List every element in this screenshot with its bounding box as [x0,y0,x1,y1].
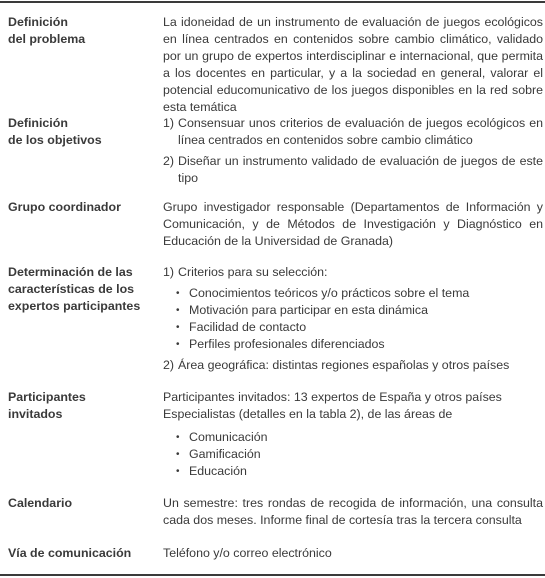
list-item: • Gamificación [176,446,543,463]
list-item: • Conocimientos teóricos y/o prácticos sobre el tema [176,285,543,302]
row-content: Teléfono y/o correo electrónico [163,546,332,560]
bullet-list [163,429,543,480]
row-content: Un semestre: tres rondas de recogida de información, una consulta cada dos meses. Informe final de cortesía tras la tercera consulta [163,496,543,527]
list-item: • Educación [176,463,543,480]
table-top-rule [0,1,545,3]
numbered-item: 2) Diseñar un instrumento validado de evaluación de juegos de este tipo [163,154,543,185]
row-label: Participantes invitados [8,390,86,421]
list-item: • Motivación para participar en esta dinámica [176,302,543,319]
numbered-item: 2) Área geográfica: distintas regiones españolas y otros países [163,358,510,372]
row-label: Grupo coordinador [8,200,121,214]
row-label: Definición de los objetivos [8,116,102,147]
row-content: La idoneidad de un instrumento de evaluación de juegos ecológicos en línea centrados en contenidos sobre cambio climático, validado por un grupo de expertos interdisciplinar e internacional, que permita a los docentes en particular, y a la sociedad en general, valorar el potencial educomunicativo de los juegos disponibles en la red sobre esta temática [163,15,543,114]
row-content: Participantes invitados: 13 expertos de España y otros países Especialistas (detalles en la tabla 2), de las áreas de • Comunicación • Gamificación • Educación [163,389,543,480]
list-item: • Comunicación [176,429,543,446]
row-content: Grupo investigador responsable (Departamentos de Información y Comunicación, y de Métodos de Investigación y Diagnóstico en Educación de la Universidad de Granada) [163,200,543,248]
row-label: Vía de comunicación [8,546,132,560]
list-item: • Perfiles profesionales diferenciados [176,336,543,353]
row-label: Calendario [8,496,73,510]
row-content [163,264,543,374]
row-content [163,115,543,187]
table-bottom-rule [0,574,545,576]
row-label: Definición del problema [8,15,86,46]
list-item: • Facilidad de contacto [176,319,543,336]
numbered-item: 1) Criterios para su selección: [163,265,328,279]
row-label: Determinación de las características de los expertos participantes [8,265,141,313]
numbered-item: 1) Consensuar unos criterios de evaluación de juegos ecológicos en línea centrados en contenidos sobre cambio climático [163,116,543,147]
bullet-list [163,285,543,353]
